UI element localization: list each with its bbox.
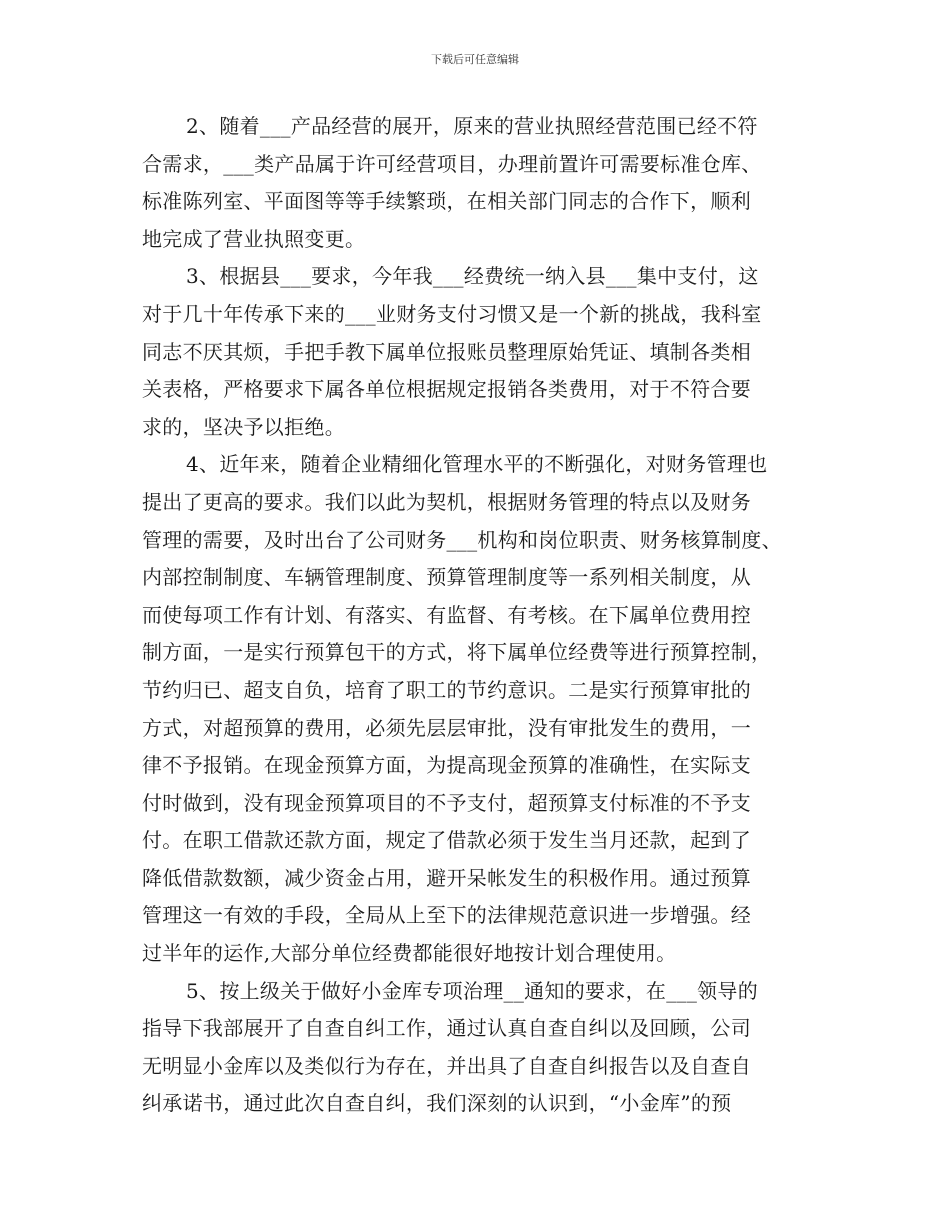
text-line: 标准陈列室、平面图等等手续繁琐，在相关部门同志的合作下，顺利	[142, 189, 751, 214]
text-line: 而使每项工作有计划、有落实、有监督、有考核。在下属单位费用控	[142, 602, 751, 627]
text-line: 纠承诺书，通过此次自查自纠，我们深刻的认识到，“小金库”的预	[142, 1091, 732, 1116]
text-line: 合需求，___类产品属于许可经营项目，办理前置许可需要标准仓库、	[142, 151, 762, 176]
text-line: 降低借款数额，减少资金占用，避开呆帐发生的积极作用。通过预算	[142, 865, 751, 890]
text-line: 律不予报销。在现金预算方面，为提高现金预算的准确性，在实际支	[142, 753, 751, 778]
text-line: 5、按上级关于做好小金库专项治理__通知的要求，在___领导的	[186, 978, 759, 1003]
paragraph	[142, 446, 810, 972]
text-line: 求的，坚决予以拒绝。	[142, 414, 345, 439]
text-line: 内部控制制度、车辆管理制度、预算管理制度等一系列相关制度，从	[142, 565, 751, 590]
paragraph	[142, 108, 810, 258]
text-line: 2、随着___产品经营的展开，原来的营业执照经营范围已经不符	[186, 114, 758, 138]
text-line: 4、近年来，随着企业精细化管理水平的不断强化，对财务管理也	[186, 452, 768, 477]
text-line: 过半年的运作,大部分单位经费都能很好地按计划合理使用。	[142, 941, 677, 966]
document-body	[142, 108, 810, 1123]
text-line: 制方面，一是实行预算包干的方式，将下属单位经费等进行预算控制，	[142, 640, 772, 665]
text-line: 3、根据县___要求，今年我___经费统一纳入县___集中支付，这	[186, 264, 759, 289]
text-line: 提出了更高的要求。我们以此为契机，根据财务管理的特点以及财务	[142, 489, 751, 514]
text-line: 对于几十年传承下来的___业财务支付习惯又是一个新的挑战，我科室	[142, 301, 762, 326]
text-line: 付。在职工借款还款方面，规定了借款必须于发生当月还款，起到了	[142, 828, 751, 853]
text-line: 付时做到，没有现金预算项目的不予支付，超预算支付标准的不予支	[142, 790, 751, 815]
paragraph	[142, 973, 810, 1123]
text-line: 关表格，严格要求下属各单位根据规定报销各类费用，对于不符合要	[142, 377, 751, 402]
text-line: 同志不厌其烦，手把手教下属单位报账员整理原始凭证、填制各类相	[142, 339, 751, 364]
paragraph	[142, 258, 810, 446]
text-line: 无明显小金库以及类似行为存在，并出具了自查自纠报告以及自查自	[142, 1053, 751, 1078]
text-line: 方式，对超预算的费用，必须先层层审批，没有审批发生的费用，一	[142, 715, 751, 740]
text-line: 地完成了营业执照变更。	[142, 226, 366, 251]
text-line: 管理这一有效的手段，全局从上至下的法律规范意识进一步增强。经	[142, 903, 751, 928]
text-line: 节约归已、超支自负，培育了职工的节约意识。二是实行预算审批的	[142, 677, 751, 702]
text-line: 管理的需要，及时出台了公司财务___机构和岗位职责、财务核算制度、	[142, 527, 782, 552]
text-line: 指导下我部展开了自查自纠工作，通过认真自查自纠以及回顾，公司	[142, 1016, 751, 1041]
page-header: 下载后可任意编辑	[431, 53, 519, 66]
